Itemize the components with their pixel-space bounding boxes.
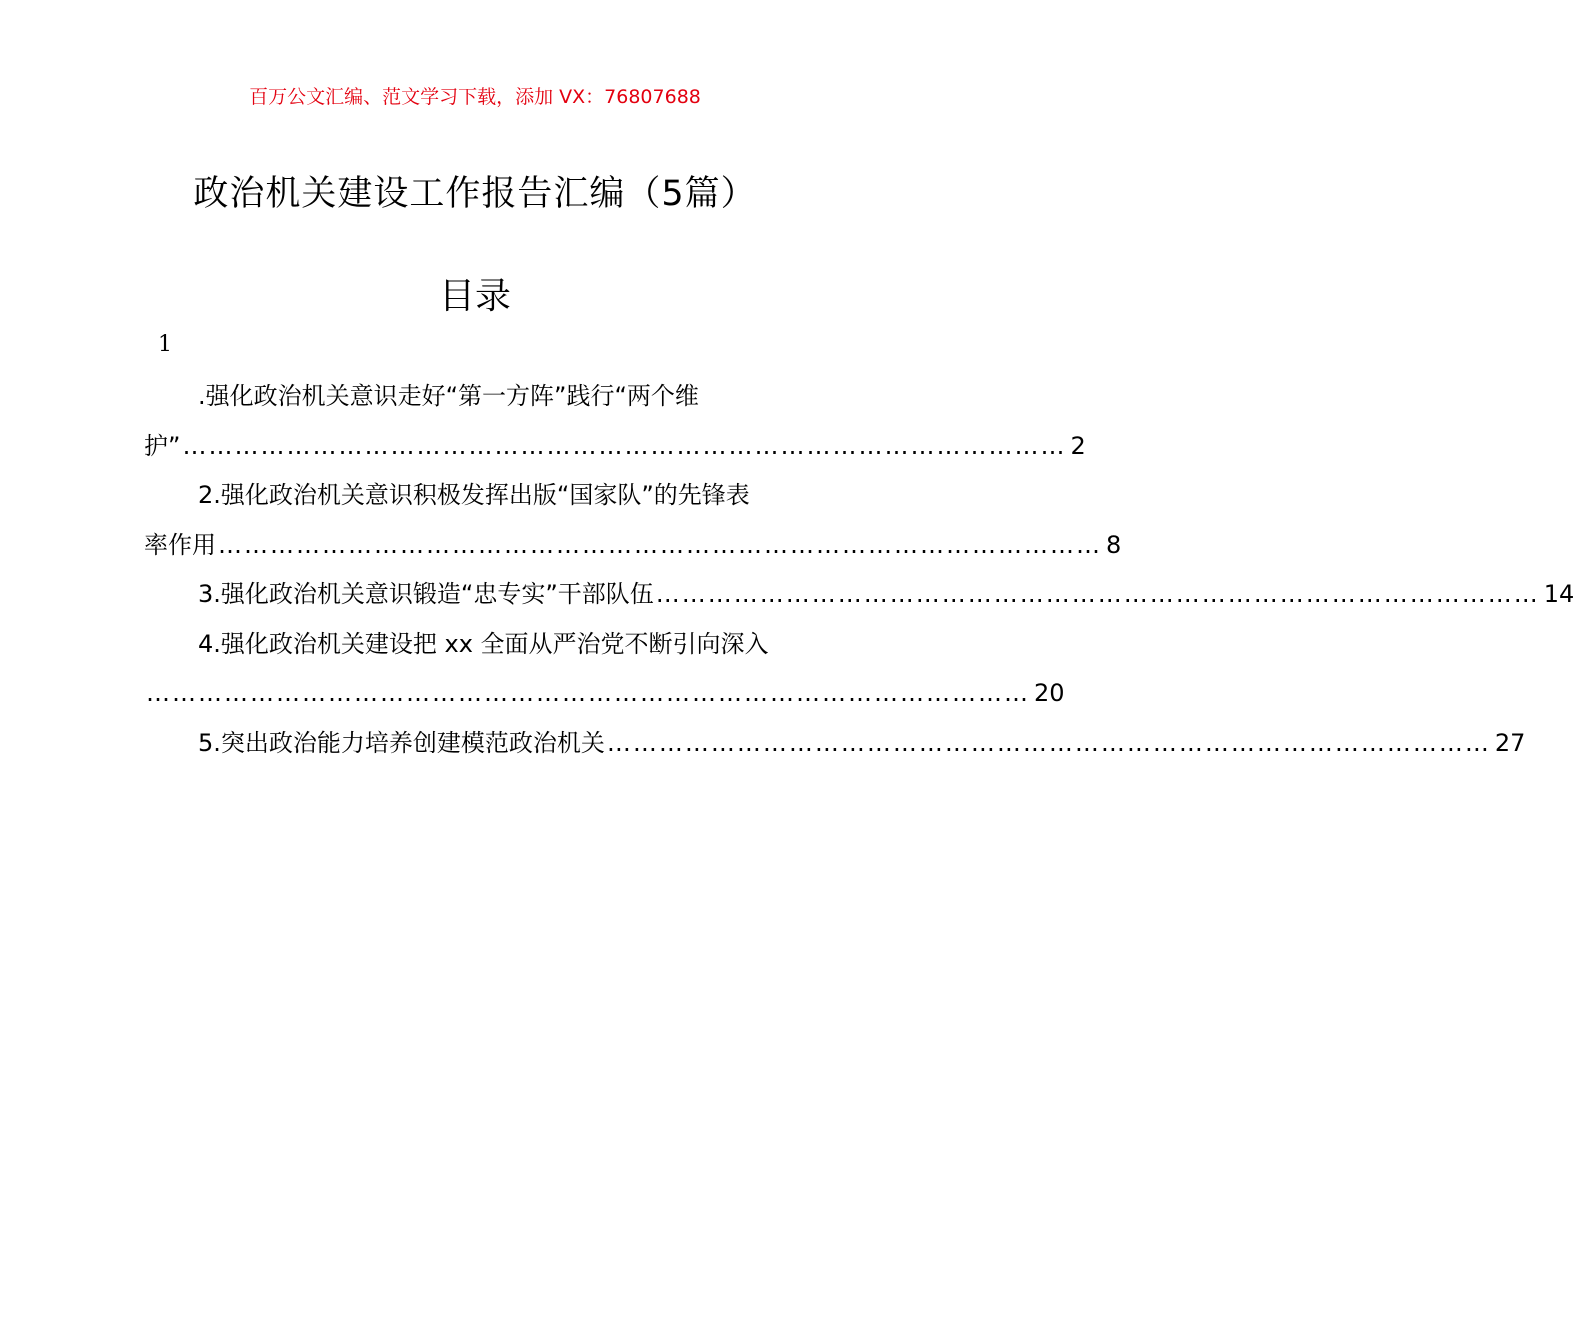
toc-page-number: 14 — [1543, 580, 1574, 608]
toc-page-number: 20 — [1034, 679, 1065, 707]
dot-leader: ………………………………………………………………………………………… — [182, 431, 1067, 460]
toc-entry-1-line-1[interactable] — [144, 372, 806, 422]
toc-entry-title: 3.强化政治机关意识锻造“忠专实”干部队伍 — [198, 580, 654, 608]
entry-number-1: 1 — [158, 332, 172, 357]
toc-entry-2-line-1[interactable] — [144, 471, 806, 521]
dot-leader: ………………………………………………………………………………………… — [606, 728, 1491, 757]
promo-banner: 百万公文汇编、范文学习下载，添加 VX：76807688 — [249, 86, 701, 108]
toc-entry-title: .强化政治机关意识走好“第一方阵”践行“两个维 — [198, 382, 699, 410]
document-title: 政治机关建设工作报告汇编（5篇） — [193, 174, 757, 214]
toc-entry-title: 4.强化政治机关建设把 xx 全面从严治党不断引向深入 — [198, 629, 769, 658]
dot-leader: ………………………………………………………………………………………… — [218, 530, 1102, 559]
toc-page-number: 27 — [1494, 728, 1526, 757]
toc-entry-2-line-2[interactable] — [144, 521, 1122, 571]
toc-entry-4-line-2[interactable] — [144, 669, 1065, 719]
toc-entry-title: 2.强化政治机关意识积极发挥出版“国家队”的先锋表 — [198, 481, 750, 509]
toc-entry-5[interactable] — [144, 719, 1526, 769]
toc-heading: 目录 — [438, 276, 511, 317]
table-of-contents — [144, 372, 1574, 768]
toc-page-number: 8 — [1106, 530, 1122, 559]
toc-entry-title: 5.突出政治能力培养创建模范政治机关 — [198, 728, 605, 757]
dot-leader: ………………………………………………………………………………………… — [146, 679, 1030, 707]
toc-entry-title-continued: 护” — [144, 431, 181, 460]
dot-leader: ………………………………………………………………………………………… — [655, 580, 1540, 608]
toc-page-number: 2 — [1070, 431, 1086, 460]
toc-entry-title-continued: 率作用 — [144, 530, 216, 559]
toc-entry-3[interactable] — [144, 570, 1574, 620]
toc-entry-4-line-1[interactable] — [144, 620, 806, 670]
toc-entry-1-line-2[interactable] — [144, 422, 1086, 472]
